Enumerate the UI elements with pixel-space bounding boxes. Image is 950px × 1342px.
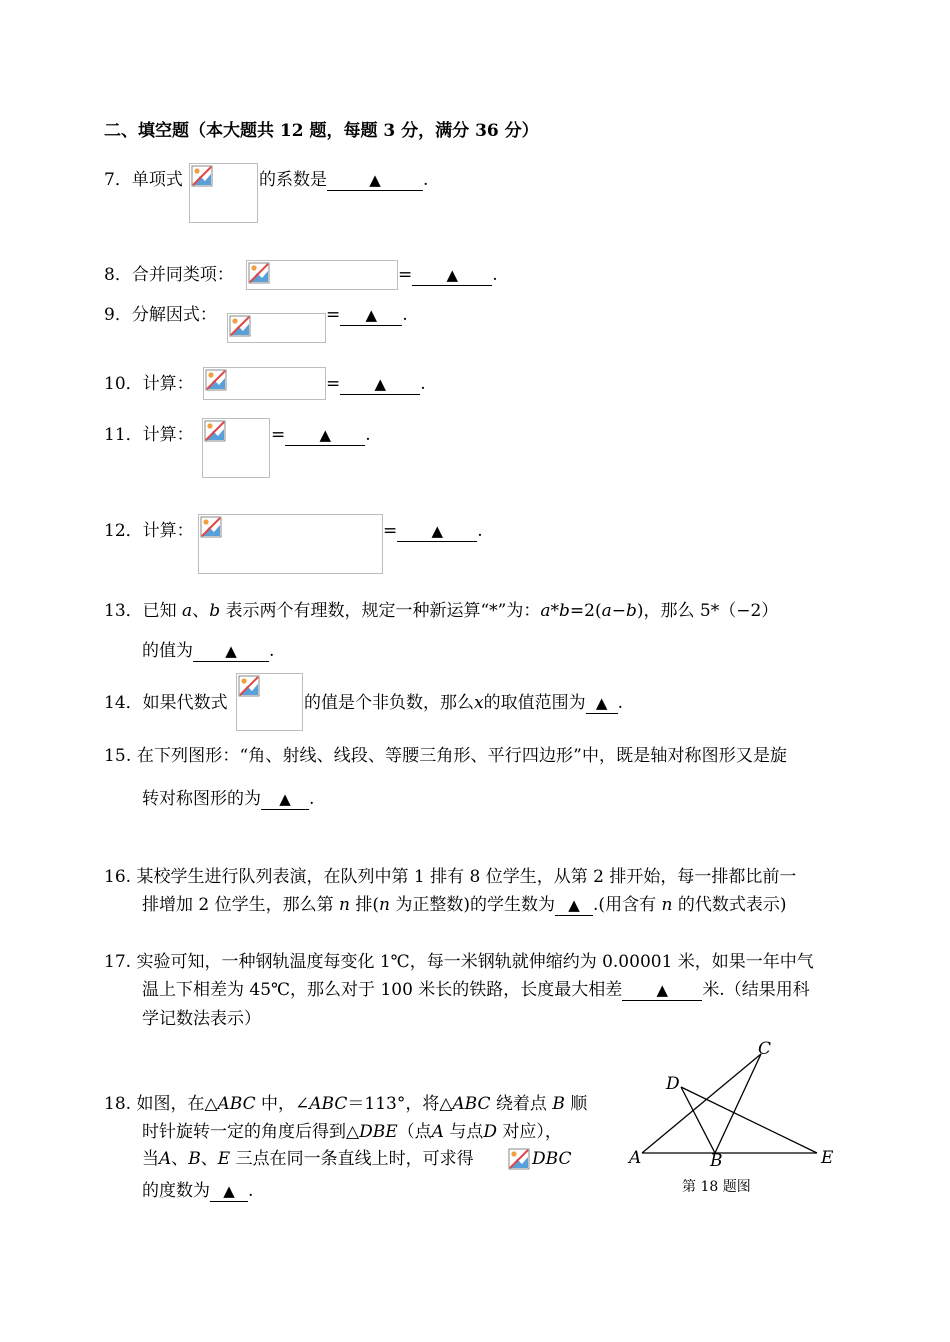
broken-image-icon <box>238 675 260 697</box>
q11-end: . <box>365 425 371 445</box>
q11-number: 11． <box>104 425 143 445</box>
q7-tail <box>259 169 428 191</box>
q13-answer-blank <box>193 641 269 662</box>
formula-a: a <box>601 601 612 621</box>
q14-text-before: 如果代数式 <box>142 693 228 713</box>
q18-text: 的度数为 <box>142 1181 210 1201</box>
point-e: E <box>217 1149 231 1169</box>
q8-answer-mark: ▲ <box>446 266 459 284</box>
q16-answer-blank <box>555 895 593 916</box>
label-b: B <box>710 1151 723 1171</box>
q17-text: 温上下相差为 45℃，那么对于 100 米长的铁路，长度最大相差 <box>142 980 623 1000</box>
var-b: b <box>209 601 221 621</box>
q13-text: 表示两个有理数，规定一种新运算“*”为： <box>220 601 541 621</box>
q15-text: 在下列图形：“角、射线、线段、等腰三角形、平行四边形”中，既是轴对称图形又是旋 <box>136 746 788 766</box>
q18-text: 、 <box>171 1149 189 1169</box>
triangle-abc: ABC <box>452 1094 491 1114</box>
q15-end: . <box>309 789 315 809</box>
q9-equals: = <box>326 305 341 325</box>
var-a: a <box>182 601 193 621</box>
q8-equals: = <box>398 265 413 285</box>
question-7 <box>104 169 183 191</box>
q7-number: 7． <box>104 170 132 190</box>
q10-tail <box>326 373 426 395</box>
q8-answer-blank <box>412 265 492 286</box>
q12-answer-blank <box>397 521 477 542</box>
q10-answer-blank <box>340 374 420 395</box>
question-9 <box>104 304 217 326</box>
q14-text: 的值是个非负数，那么 <box>304 693 474 713</box>
q15-answer-mark: ▲ <box>279 790 291 808</box>
q9-end: . <box>402 305 408 325</box>
q18-answer-blank <box>210 1181 248 1202</box>
var-x: x <box>474 693 484 713</box>
q17-text: 实验可知，一种钢轨温度每变化 1℃，每一米钢轨就伸缩约为 0.00001 米，如果一年中气 <box>136 952 814 972</box>
q12-text-before: 计算： <box>142 521 194 541</box>
q18-text: 如图，在△ <box>136 1094 218 1114</box>
q17-answer-blank <box>622 980 702 1001</box>
q16-text: .(用含有 <box>593 895 657 915</box>
question-8 <box>104 264 234 286</box>
point-b: B <box>188 1149 201 1169</box>
q18-text: 与点 <box>449 1122 484 1142</box>
q18-dbc <box>532 1148 571 1170</box>
broken-image-icon <box>229 315 251 337</box>
q16-text: 排( <box>355 895 380 915</box>
q18-text: 当 <box>142 1149 159 1169</box>
q10-number: 10． <box>104 374 143 394</box>
q8-tail <box>398 264 498 286</box>
q9-answer-mark: ▲ <box>365 306 378 324</box>
q13-number: 13． <box>104 601 143 621</box>
point-d: D <box>483 1122 497 1142</box>
triangle-dbe: DBE <box>359 1122 398 1142</box>
q7-answer-blank <box>327 170 423 191</box>
q13-text: 已知 <box>142 601 177 621</box>
question-15-line-2 <box>142 788 314 810</box>
q17-number: 17. <box>104 952 132 972</box>
broken-image-icon <box>191 165 213 187</box>
angle-abc: ABC <box>309 1094 348 1114</box>
q11-tail <box>271 424 371 446</box>
segment-ac <box>642 1054 761 1153</box>
q11-answer-mark: ▲ <box>319 426 332 444</box>
label-a: A <box>629 1148 642 1168</box>
q16-text: 排增加 2 位学生，那么第 <box>142 895 334 915</box>
section-title: 二、填空题（本大题共 12 题，每题 3 分，满分 36 分） <box>104 121 539 141</box>
question-13-line-2 <box>142 640 274 662</box>
broken-image-icon <box>200 516 222 538</box>
q11-text-before: 计算： <box>142 425 194 445</box>
figure-caption: 第 18 题图 <box>682 1179 751 1195</box>
q13-text: 、 <box>192 601 210 621</box>
q13-text: )，那么 5*（−2） <box>636 601 779 621</box>
broken-image-icon <box>205 369 227 391</box>
q18-angle-symbol-image <box>508 1148 532 1172</box>
q9-answer-blank <box>340 305 402 326</box>
var-n: n <box>339 895 350 915</box>
q12-equals: = <box>383 521 398 541</box>
point-b: B <box>552 1094 565 1114</box>
q13-answer-mark: ▲ <box>225 642 237 660</box>
formula-b: b <box>559 601 570 621</box>
label-d: D <box>666 1074 680 1094</box>
question-17-line-3 <box>142 1008 261 1030</box>
q14-formula-image <box>236 673 303 731</box>
q18-text: 绕着点 <box>495 1094 547 1114</box>
q18-end: . <box>248 1181 254 1201</box>
formula-eq: =2( <box>569 601 602 621</box>
q10-text-before: 计算： <box>142 374 194 394</box>
q18-text: ＝113°，将△ <box>347 1094 453 1114</box>
q8-text-before: 合并同类项： <box>131 265 234 285</box>
q17-text: 学记数法表示） <box>142 1009 261 1029</box>
q16-text: 的代数式表示) <box>677 895 787 915</box>
q9-text-before: 分解因式： <box>131 305 217 325</box>
q18-text: 时针旋转一定的角度后得到△ <box>142 1122 360 1142</box>
var-n: n <box>661 895 673 915</box>
triangle-abc: ABC <box>217 1094 256 1114</box>
point-a: A <box>159 1149 172 1169</box>
q7-end: . <box>423 170 429 190</box>
q7-text-after: 的系数是 <box>259 170 327 190</box>
q10-end: . <box>420 374 426 394</box>
q12-number: 12． <box>104 521 143 541</box>
question-18-line-3 <box>142 1148 474 1170</box>
q17-text: 米.（结果用科 <box>702 980 810 1000</box>
q16-number: 16. <box>104 867 132 887</box>
q14-tail <box>304 692 623 714</box>
q10-answer-mark: ▲ <box>374 375 387 393</box>
formula-b: b <box>626 601 637 621</box>
formula-op: * <box>550 601 560 621</box>
label-e: E <box>821 1148 834 1168</box>
question-14 <box>104 692 228 714</box>
broken-image-icon <box>204 420 226 442</box>
q18-text: 中，∠ <box>261 1094 310 1114</box>
question-16-line-2 <box>142 894 786 916</box>
question-12 <box>104 520 194 542</box>
broken-image-icon <box>508 1148 530 1170</box>
q18-text: 三点在同一条直线上时，可求得 <box>235 1149 474 1169</box>
q16-answer-mark: ▲ <box>568 896 580 914</box>
q14-answer-mark: ▲ <box>595 694 608 712</box>
question-18-line-4 <box>142 1180 253 1202</box>
question-18-line-2 <box>142 1121 562 1143</box>
segment-de <box>681 1087 817 1153</box>
q10-formula-image <box>203 367 326 400</box>
q15-answer-blank <box>261 789 309 810</box>
q9-number: 9． <box>104 305 132 325</box>
segment-cb <box>715 1054 761 1153</box>
q7-text-before: 单项式 <box>131 170 183 190</box>
q15-number: 15. <box>104 746 132 766</box>
q9-tail <box>326 304 408 326</box>
q15-text: 转对称图形的为 <box>142 789 261 809</box>
q8-number: 8． <box>104 265 132 285</box>
q7-formula-image <box>189 163 258 223</box>
figure-18 <box>620 1036 850 1196</box>
q10-equals: = <box>326 374 341 394</box>
angle-dbc: DBC <box>532 1149 572 1169</box>
q11-formula-image <box>202 418 270 478</box>
q11-equals: = <box>271 425 286 445</box>
question-10 <box>104 373 194 395</box>
q16-text: 某校学生进行队列表演，在队列中第 1 排有 8 位学生，从第 2 排开始，每一排都比前一 <box>136 867 797 887</box>
q14-answer-blank <box>586 693 618 714</box>
var-n: n <box>379 895 390 915</box>
q16-text: 为正整数)的学生数为 <box>395 895 556 915</box>
q8-formula-image <box>246 260 398 290</box>
q12-end: . <box>477 521 483 541</box>
q11-answer-blank <box>285 425 365 446</box>
formula-a: a <box>540 601 551 621</box>
q13-end: . <box>269 641 275 661</box>
q18-number: 18. <box>104 1094 132 1114</box>
q8-end: . <box>492 265 498 285</box>
formula-minus: − <box>611 601 626 621</box>
label-c: C <box>758 1039 772 1059</box>
q18-answer-mark: ▲ <box>223 1182 235 1200</box>
question-13-line-1 <box>104 600 778 622</box>
q13-text: 的值为 <box>142 641 193 661</box>
question-18-line-1 <box>104 1093 587 1115</box>
question-16-line-1 <box>104 866 796 888</box>
question-17-line-1 <box>104 951 814 973</box>
question-17-line-2 <box>142 979 810 1001</box>
broken-image-icon <box>248 262 270 284</box>
q12-answer-mark: ▲ <box>431 522 444 540</box>
q14-number: 14． <box>104 693 143 713</box>
question-11 <box>104 424 194 446</box>
q12-formula-image <box>198 514 383 574</box>
q14-end: . <box>617 693 623 713</box>
q18-text: 、 <box>200 1149 218 1169</box>
q18-text: 对应）， <box>502 1122 562 1142</box>
q18-text: （点 <box>397 1122 432 1142</box>
q7-answer-mark: ▲ <box>369 171 381 189</box>
q17-answer-mark: ▲ <box>656 981 669 999</box>
q14-text: 的取值范围为 <box>483 693 586 713</box>
question-15-line-1 <box>104 745 849 767</box>
q12-tail <box>383 520 483 542</box>
q18-text: 顺 <box>570 1094 588 1114</box>
q9-formula-image <box>227 313 326 343</box>
point-a: A <box>431 1122 444 1142</box>
